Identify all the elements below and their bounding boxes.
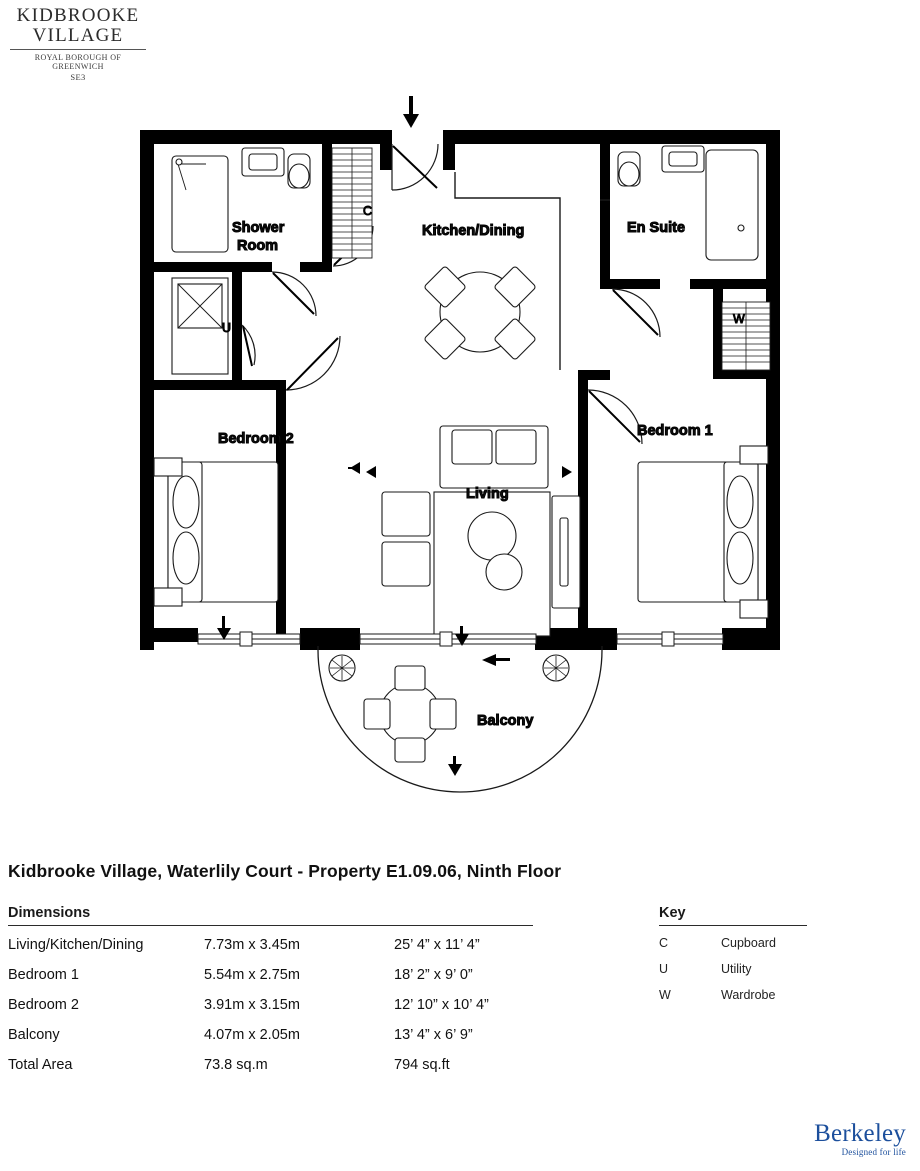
logo-line-2: VILLAGE xyxy=(32,25,124,46)
dimensions-section xyxy=(8,905,533,1080)
dimensions-heading: Dimensions xyxy=(8,905,91,921)
room-label-shower-room-line1: Shower xyxy=(232,220,285,236)
key-symbol: W xyxy=(659,988,671,1002)
dimension-imperial: 794 sq.ft xyxy=(394,1057,450,1073)
berkeley-tagline: Designed for life xyxy=(841,1147,906,1157)
key-table xyxy=(659,930,807,1008)
berkeley-logo xyxy=(814,1121,906,1157)
entry-arrow xyxy=(403,96,419,128)
dimension-metric: 5.54m x 2.75m xyxy=(204,967,300,983)
kidbrooke-village-logo xyxy=(8,6,148,82)
page-title: Kidbrooke Village, Waterlily Court - Property E1.09.06, Ninth Floor xyxy=(8,861,562,881)
dimension-metric: 73.8 sq.m xyxy=(204,1057,268,1073)
key-divider xyxy=(659,925,807,926)
dimension-imperial: 12’ 10” x 10’ 4” xyxy=(394,997,489,1013)
marker-utility: U xyxy=(222,321,232,335)
key-meaning: Wardrobe xyxy=(721,988,776,1002)
berkeley-name: Berkeley xyxy=(814,1120,906,1147)
dimension-imperial: 25’ 4” x 11’ 4” xyxy=(394,937,480,953)
key-heading: Key xyxy=(659,905,686,921)
table-row xyxy=(8,1020,533,1050)
key-section xyxy=(659,905,807,1008)
table-row xyxy=(8,960,533,990)
room-label-kitchen-dining: Kitchen/Dining xyxy=(422,223,525,239)
dimension-name: Total Area xyxy=(8,1057,73,1073)
logo-subtitle-borough: ROYAL BOROUGH OF GREENWICH xyxy=(34,53,122,71)
marker-cupboard: C xyxy=(363,204,373,218)
key-symbol: U xyxy=(659,962,669,976)
room-label-en-suite: En Suite xyxy=(627,220,686,236)
dimension-metric: 7.73m x 3.45m xyxy=(204,937,300,953)
room-label-living: Living xyxy=(466,486,509,502)
table-row xyxy=(659,956,807,982)
table-row xyxy=(8,990,533,1020)
key-meaning: Utility xyxy=(721,962,752,976)
table-row xyxy=(8,1050,533,1080)
dimensions-table xyxy=(8,930,533,1080)
room-label-bedroom-1: Bedroom 1 xyxy=(637,423,713,439)
dimension-name: Balcony xyxy=(8,1027,60,1043)
dimension-name: Bedroom 1 xyxy=(8,967,79,983)
logo-subtitle-postcode: SE3 xyxy=(70,72,86,82)
table-row xyxy=(659,982,807,1008)
logo-divider xyxy=(10,49,146,50)
dimension-metric: 3.91m x 3.15m xyxy=(204,997,300,1013)
marker-wardrobe: W xyxy=(733,312,745,326)
dimension-metric: 4.07m x 2.05m xyxy=(204,1027,300,1043)
floorplan-drawing xyxy=(0,80,920,820)
room-label-shower-room-line2: Room xyxy=(237,238,279,254)
key-symbol: C xyxy=(659,936,669,950)
room-label-bedroom-2: Bedroom 2 xyxy=(218,431,294,447)
dimension-imperial: 13’ 4” x 6’ 9” xyxy=(394,1027,473,1043)
room-label-balcony: Balcony xyxy=(477,713,534,729)
logo-line-1: KIDBROOKE xyxy=(16,5,140,26)
dimensions-divider xyxy=(8,925,533,926)
table-row xyxy=(659,930,807,956)
dimension-name: Living/Kitchen/Dining xyxy=(8,937,144,953)
dimension-imperial: 18’ 2” x 9’ 0” xyxy=(394,967,473,983)
key-meaning: Cupboard xyxy=(721,936,776,950)
table-row xyxy=(8,930,533,960)
dimension-name: Bedroom 2 xyxy=(8,997,79,1013)
